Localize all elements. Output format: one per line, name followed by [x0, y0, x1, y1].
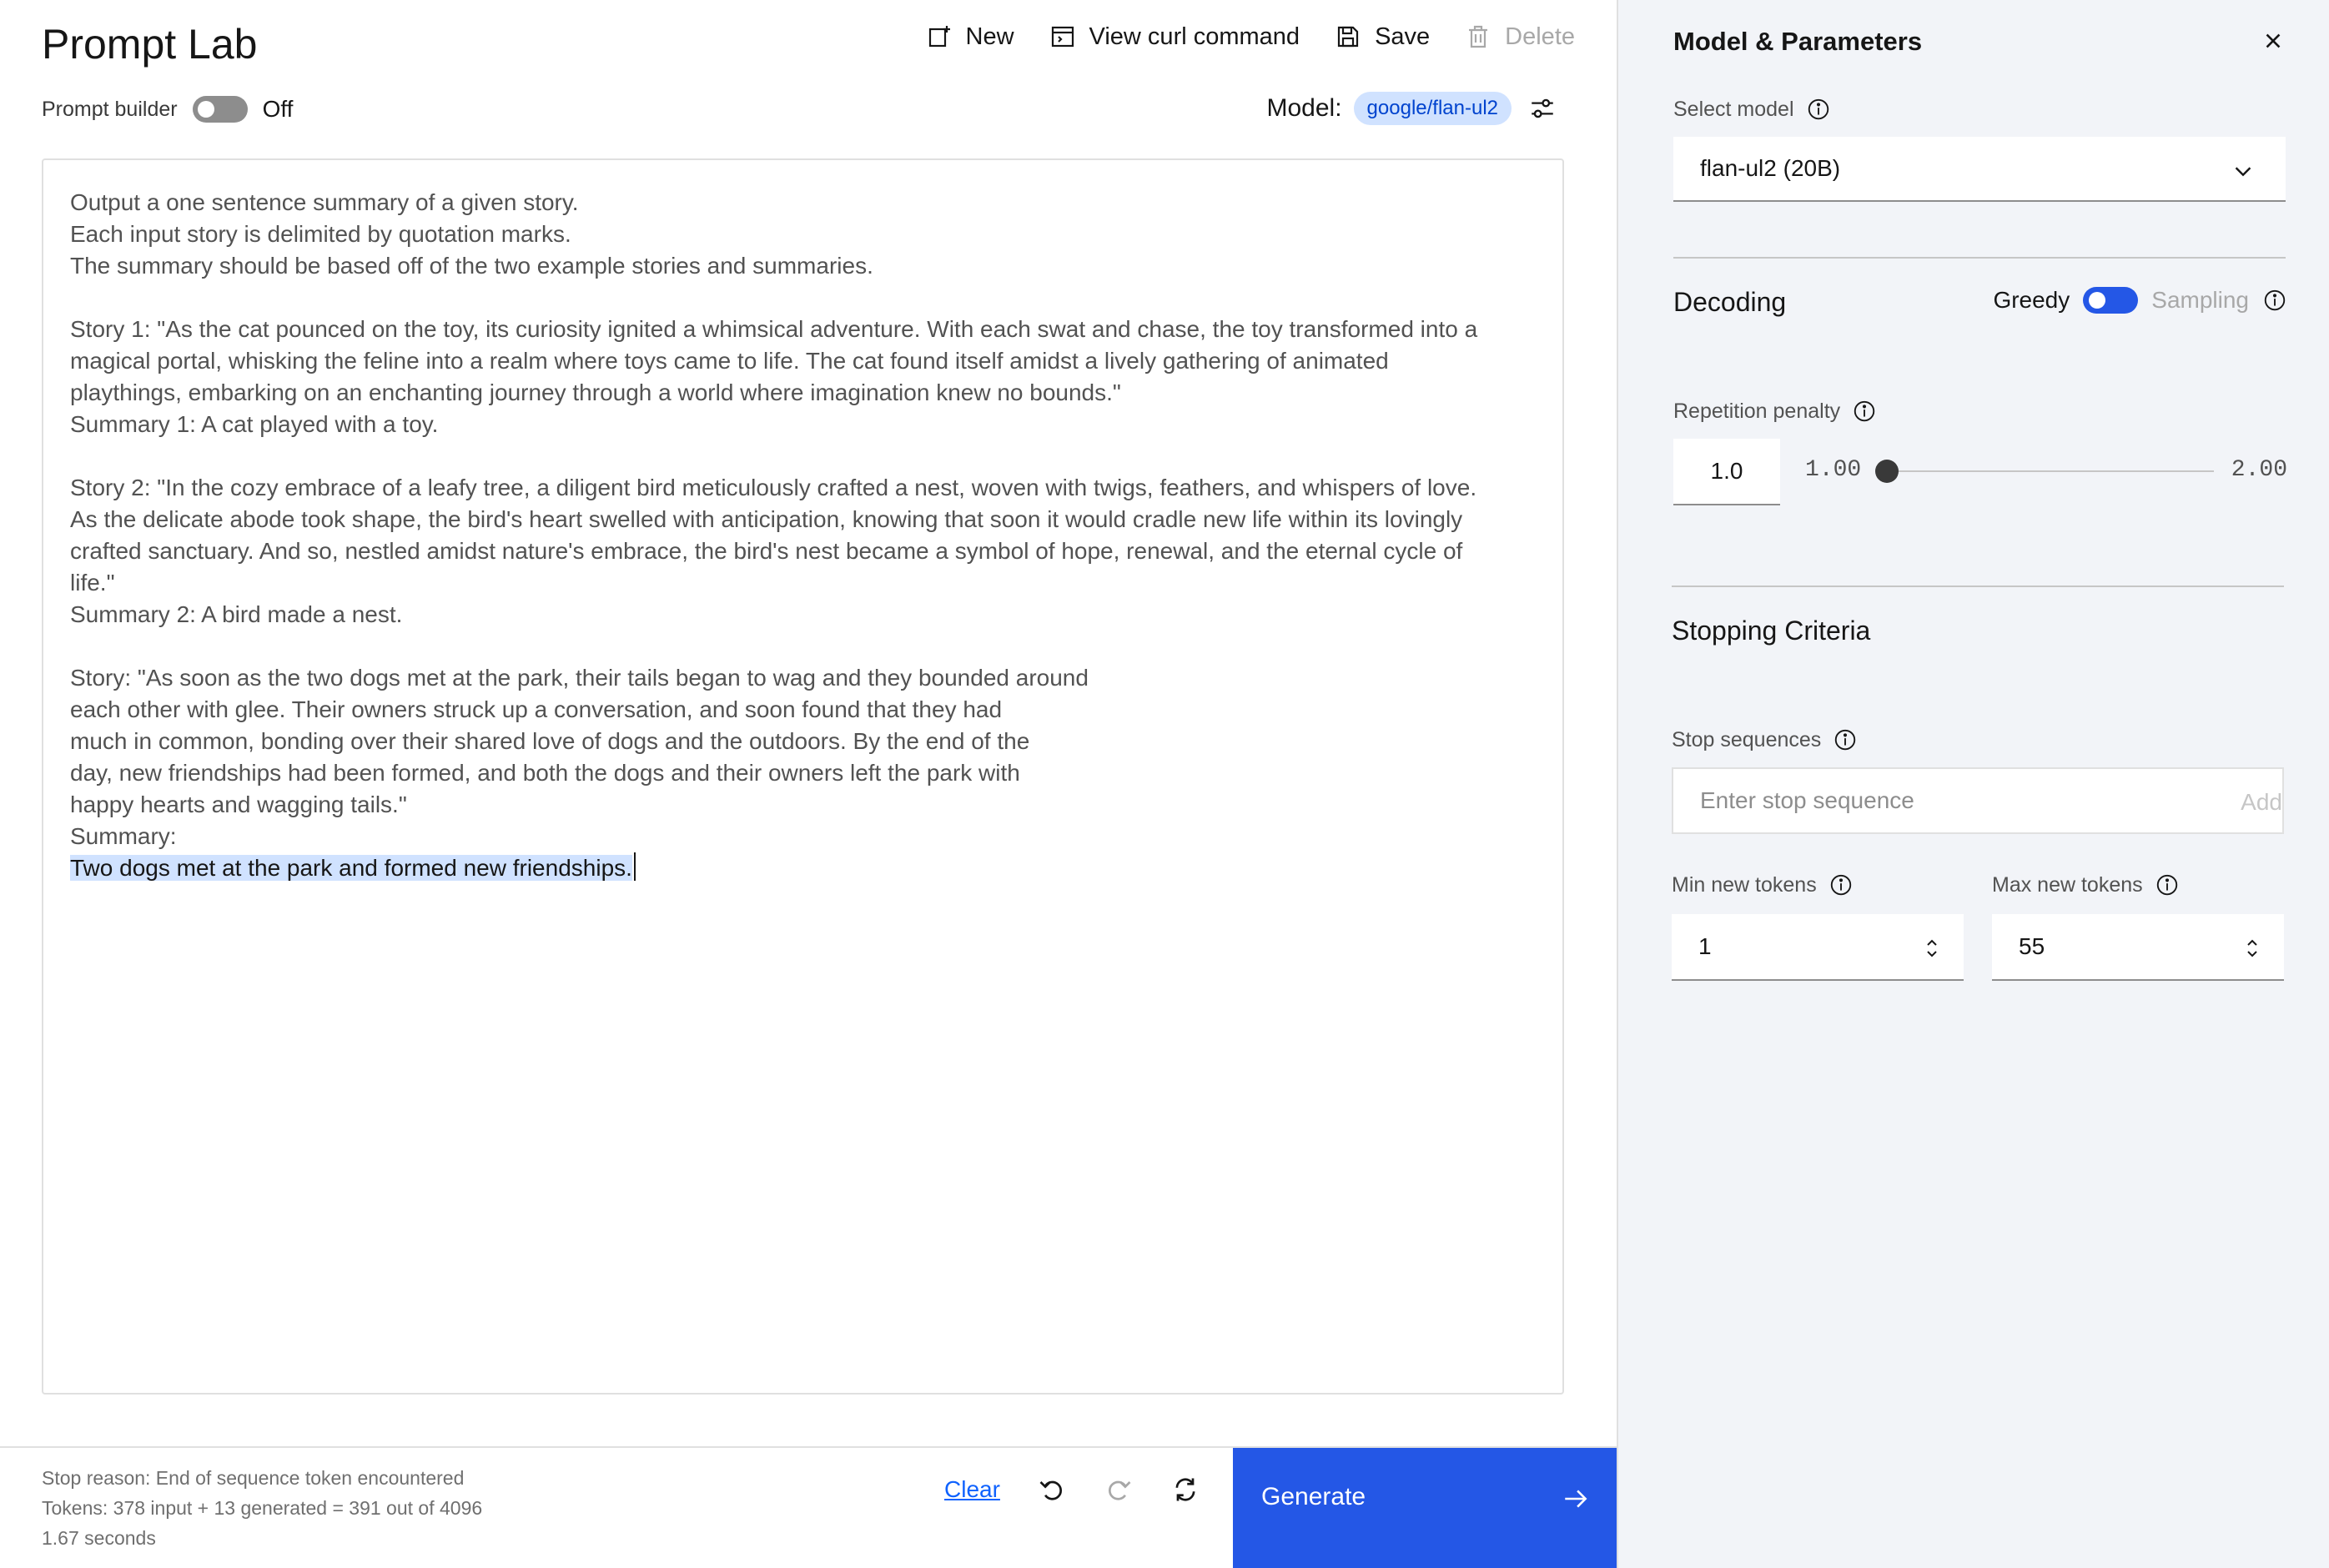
view-curl-label: View curl command: [1089, 23, 1300, 50]
save-button-label: Save: [1375, 23, 1431, 50]
toolbar: [926, 18, 1575, 55]
prompt-builder-toggle[interactable]: [193, 96, 248, 123]
close-icon[interactable]: [2259, 27, 2287, 55]
model-select[interactable]: [1673, 137, 2286, 202]
parameters-panel: [1617, 0, 2329, 1568]
text-caret: [634, 852, 636, 881]
generate-button-label: Generate: [1261, 1483, 1366, 1510]
slider-max-label: 2.00: [2231, 457, 2287, 483]
divider: [1673, 257, 2286, 259]
info-icon[interactable]: [2262, 288, 2287, 313]
generation-duration: 1.67 seconds: [42, 1527, 156, 1549]
prompt-builder-row: [42, 96, 293, 123]
model-label: Model:: [1266, 94, 1342, 122]
stop-reason: Stop reason: End of sequence token encountered: [42, 1467, 465, 1489]
chevron-down-icon: [2231, 158, 2256, 183]
new-document-icon: [926, 23, 953, 50]
page-title: Prompt Lab: [42, 21, 258, 68]
toggle-knob: [198, 101, 214, 118]
token-count: Tokens: 378 input + 13 generated = 391 out of 4096: [42, 1497, 483, 1519]
clear-link[interactable]: Clear: [944, 1476, 1000, 1502]
max-tokens-label: Max new tokens: [1992, 872, 2143, 897]
save-icon: [1335, 23, 1361, 50]
stop-sequence-placeholder: Enter stop sequence: [1700, 787, 1914, 813]
prompt-text: Output a one sentence summary of a given story. Each input story is delimited by quotation marks. The summary should be based off of the two example stories and summaries. Story 1: "As the cat pounced on the toy, its curiosity ignited a whimsical adventure. With each swat and chase, the toy transformed into a magical portal, whisking the feline into a realm where toys came to life. The cat found itself amidst a lively gathering of animated playthings, embarking on an enchanting journey through a world where imagination knew no bounds." Summary 1: A cat played with a toy. Story 2: "In the cozy embrace of a leafy tree, a diligent bird meticulously crafted a nest, woven with twigs, feathers, and whispers of love. As the delicate abode took shape, the bird's heart swelled with anticipation, knowing that soon it would cradle new life within its lovingly crafted sanctuary. And so, nestled amidst nature's embrace, the bird's nest became a symbol of hope, renewal, and the eternal cycle of life." Summary 2: A bird made a nest. Story: "As soon as the two dogs met at the park, their tails began to wag and they bounded around each other with glee. Their owners struck up a conversation, and soon found that they had much in common, bonding over their shared love of dogs and the outdoors. By the end of the day, new friendships had been formed, and both the dogs and their owners left the park with happy hearts and wagging tails." Summary:: [70, 189, 1478, 849]
redo-icon[interactable]: [1104, 1475, 1134, 1505]
toggle-knob: [2089, 292, 2105, 309]
refresh-icon[interactable]: [1170, 1475, 1200, 1505]
terminal-window-icon: [1049, 23, 1076, 50]
generation-stats: [42, 1463, 482, 1553]
new-button[interactable]: [926, 18, 1014, 55]
prompt-builder-state: Off: [262, 96, 294, 122]
decoding-sampling-label: Sampling: [2151, 287, 2249, 313]
repetition-penalty-input[interactable]: 1.0: [1673, 439, 1780, 505]
repetition-penalty-slider[interactable]: [1887, 470, 2214, 472]
decoding-toggle[interactable]: [2083, 287, 2138, 314]
generated-output: Two dogs met at the park and formed new friendships.: [70, 855, 632, 881]
prompt-editor[interactable]: [42, 158, 1564, 1395]
max-tokens-value: 55: [2019, 933, 2045, 959]
arrow-right-icon: [1562, 1485, 1590, 1513]
model-select-value: flan-ul2 (20B): [1700, 155, 1841, 181]
decoding-switch: [1993, 287, 2287, 314]
select-model-label: Select model: [1673, 97, 1794, 121]
save-button[interactable]: [1335, 18, 1430, 55]
select-model-label-row: [1673, 97, 1831, 122]
repetition-penalty-label: Repetition penalty: [1673, 399, 1841, 423]
min-tokens-value: 1: [1698, 933, 1712, 959]
info-icon[interactable]: [1806, 97, 1831, 122]
repetition-penalty-label-row: [1673, 399, 1877, 424]
footer-actions: [944, 1475, 1200, 1505]
min-tokens-label: Min new tokens: [1672, 872, 1817, 897]
stop-sequences-label: Stop sequences: [1672, 727, 1822, 751]
panel-title: Model & Parameters: [1673, 27, 1923, 56]
trash-icon: [1465, 23, 1491, 50]
slider-min-label: 1.00: [1805, 457, 1862, 483]
footer-bar: [0, 1446, 1617, 1568]
delete-button[interactable]: [1465, 18, 1575, 55]
stopping-criteria-title: Stopping Criteria: [1672, 616, 1871, 646]
model-tag[interactable]: google/flan-ul2: [1354, 92, 1512, 125]
sliders-icon[interactable]: [1528, 94, 1557, 123]
decoding-title: Decoding: [1673, 287, 1787, 317]
delete-button-label: Delete: [1505, 23, 1575, 50]
undo-icon[interactable]: [1037, 1475, 1067, 1505]
generate-button[interactable]: [1233, 1448, 1617, 1568]
view-curl-button[interactable]: [1049, 18, 1300, 55]
prompt-builder-label: Prompt builder: [42, 97, 178, 121]
new-button-label: New: [965, 23, 1014, 50]
add-stop-sequence-button[interactable]: Add: [2241, 789, 2282, 815]
model-row: [1267, 92, 1557, 125]
slider-handle[interactable]: [1875, 460, 1899, 483]
info-icon[interactable]: [1852, 399, 1877, 424]
decoding-greedy-label: Greedy: [1993, 287, 2070, 313]
